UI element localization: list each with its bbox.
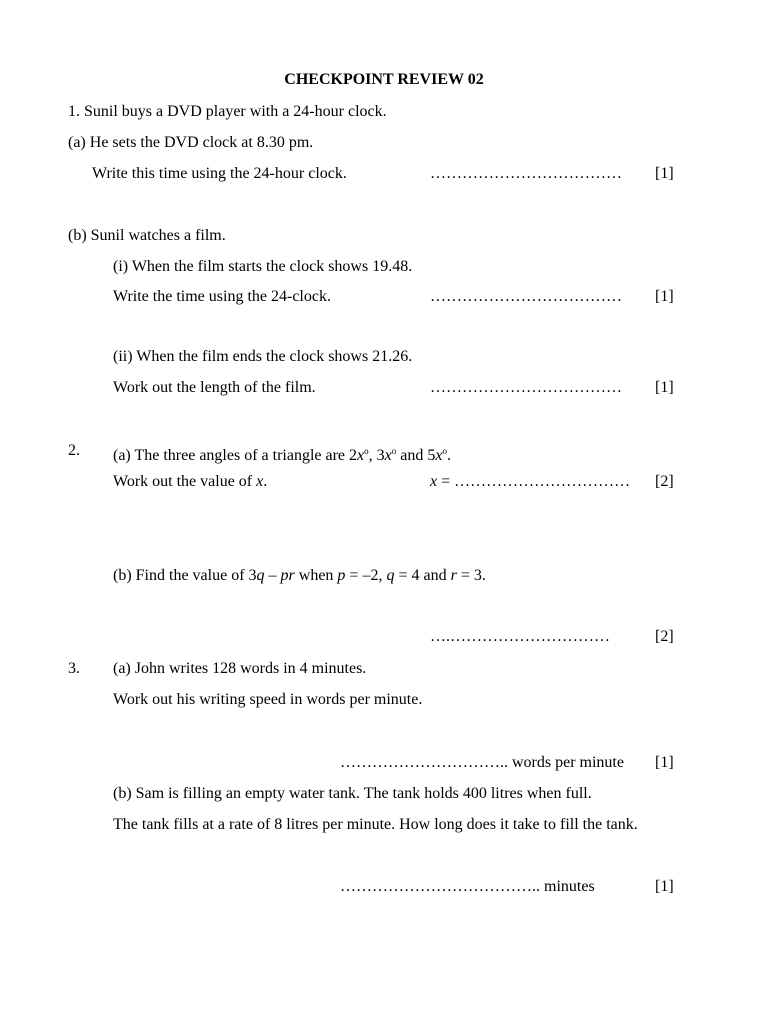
q3a-text: (a) John writes 128 words in 4 minutes. — [113, 660, 367, 677]
q1bi-marks: [1] — [655, 288, 674, 305]
q3a-answer-line[interactable]: ………………………….. words per minute — [340, 754, 624, 771]
q3-number: 3. — [68, 660, 80, 677]
q1bi-instruction: Write the time using the 24-clock. — [113, 288, 331, 305]
q3b-question: The tank fills at a rate of 8 litres per minute. How long does it take to fill the tank. — [113, 816, 638, 833]
q1b-text: (b) Sunil watches a film. — [68, 227, 226, 244]
q2a-text: (a) The three angles of a triangle are $2x^o$, $3x^o$ and $5x^o$. — [113, 446, 451, 464]
q3a-instruction: Work out his writing speed in words per minute. — [113, 691, 423, 708]
q1bii-marks: [1] — [655, 379, 674, 396]
q2b-marks: [2] — [655, 628, 674, 645]
q1a-instruction: Write this time using the 24-hour clock. — [92, 165, 347, 182]
q2b-text: (b) Find the value of 3q – pr when p = –2, q = 4 and r = 3. — [113, 567, 486, 584]
q2-number: 2. — [68, 442, 80, 459]
page-title: CHECKPOINT REVIEW 02 — [284, 71, 484, 88]
q1bii-instruction: Work out the length of the film. — [113, 379, 316, 396]
q3a-marks: [1] — [655, 754, 674, 771]
q2a-answer-line[interactable]: x = …………………………… — [430, 473, 631, 490]
q1a-marks: [1] — [655, 165, 674, 182]
q3b-marks: [1] — [655, 878, 674, 895]
q1a-answer-line[interactable]: ……………………………… — [430, 165, 622, 182]
q2a-instruction: Work out the value of x. — [113, 473, 268, 490]
q1bi-answer-line[interactable]: ……………………………… — [430, 288, 622, 305]
q2a-marks: [2] — [655, 473, 674, 490]
q3b-text: (b) Sam is filling an empty water tank. The tank holds 400 litres when full. — [113, 785, 592, 802]
q1bii-text: (ii) When the film ends the clock shows 21.26. — [113, 348, 413, 365]
q1bi-text: (i) When the film starts the clock shows 19.48. — [113, 258, 413, 275]
q1-stem: 1. Sunil buys a DVD player with a 24-hour clock. — [68, 103, 387, 120]
q1bii-answer-line[interactable]: ……………………………… — [430, 379, 622, 396]
q1a-text: (a) He sets the DVD clock at 8.30 pm. — [68, 134, 314, 151]
q3b-answer-line[interactable]: ……………………………….. minutes — [340, 878, 595, 895]
q2b-answer-line[interactable]: ….………………………… — [430, 628, 610, 645]
